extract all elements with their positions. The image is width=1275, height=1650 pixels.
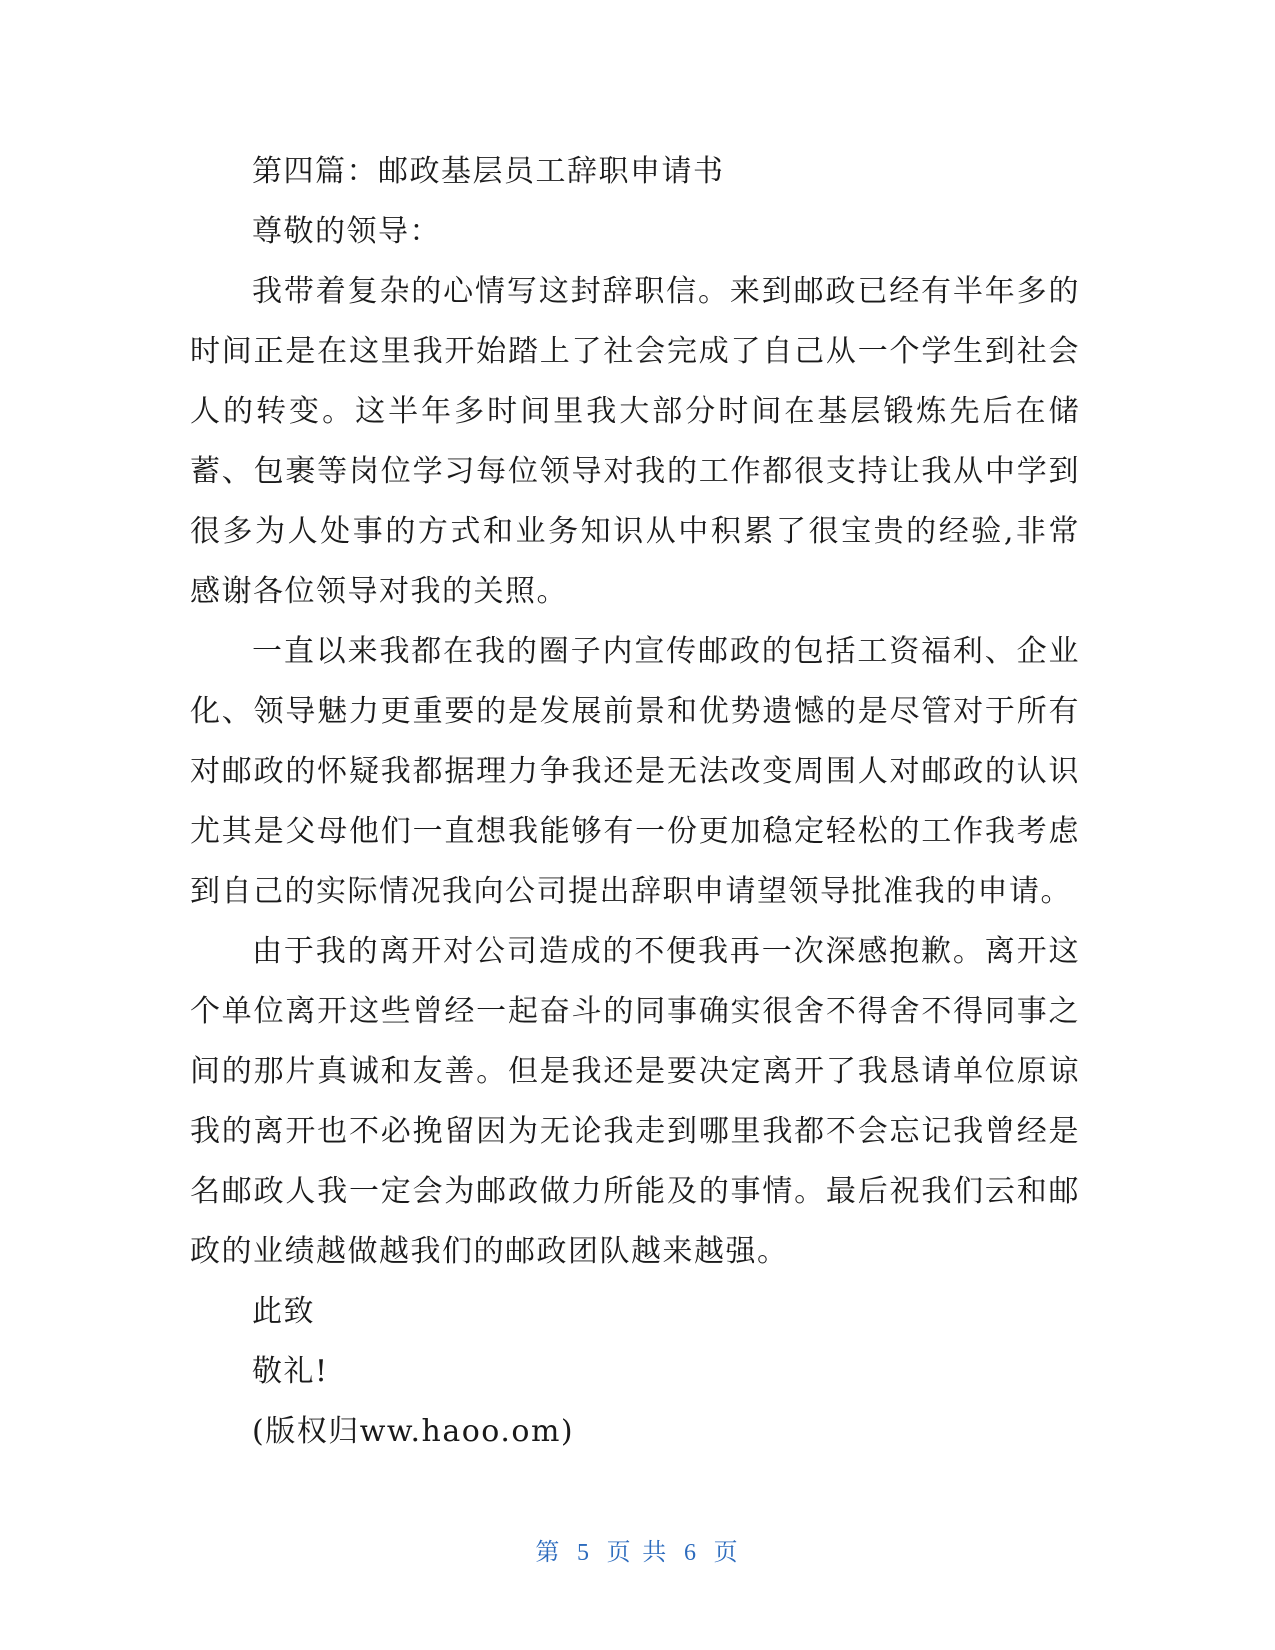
regards-line: 敬礼! [252, 1354, 329, 1389]
current-page-number: 5 [577, 1540, 592, 1566]
total-pages-number: 6 [683, 1540, 698, 1566]
footer-suffix: 页 [713, 1538, 740, 1566]
salutation: 尊敬的领导： [252, 214, 441, 249]
closing-line: 此致 [252, 1294, 315, 1329]
body-paragraph-3: 由于我的离开对公司造成的不便我再一次深感抱歉。离开这个单位离开这些曾经一起奋斗的同事确实很舍不得舍不得同事之间的那片真诚和友善。但是我还是要决定离开了我恳请单位原谅我的离开也不必挽留因为无论我走到哪里我都不会忘记我曾经是名邮政人我一定会为邮政做力所能及的事情。最后祝我们云和邮政的业绩越做越我们的邮政团队越来越强。 [190, 934, 1080, 1269]
body-paragraph-2: 一直以来我都在我的圈子内宣传邮政的包括工资福利、企业化、领导魅力更重要的是发展前景和优势遗憾的是尽管对于所有对邮政的怀疑我都据理力争我还是无法改变周围人对邮政的认识尤其是父母他们一直想我能够有一份更加稳定轻松的工作我考虑到自己的实际情况我向公司提出辞职申请望领导批准我的申请。 [190, 634, 1080, 909]
copyright-note: (版权归ww.haoo.om) [252, 1414, 575, 1449]
page-footer [0, 1532, 1275, 1567]
document-body [190, 142, 1080, 1462]
document-heading: 第四篇：邮政基层员工辞职申请书 [252, 154, 725, 189]
body-paragraph-1: 我带着复杂的心情写这封辞职信。来到邮政已经有半年多的时间正是在这里我开始踏上了社会完成了自己从一个学生到社会人的转变。这半年多时间里我大部分时间在基层锻炼先后在储蓄、包裹等岗位学习每位领导对我的工作都很支持让我从中学到很多为人处事的方式和业务知识从中积累了很宝贵的经验,非常感谢各位领导对我的关照。 [190, 274, 1080, 609]
footer-prefix: 第 [535, 1538, 562, 1566]
footer-middle: 页 共 [606, 1538, 669, 1566]
